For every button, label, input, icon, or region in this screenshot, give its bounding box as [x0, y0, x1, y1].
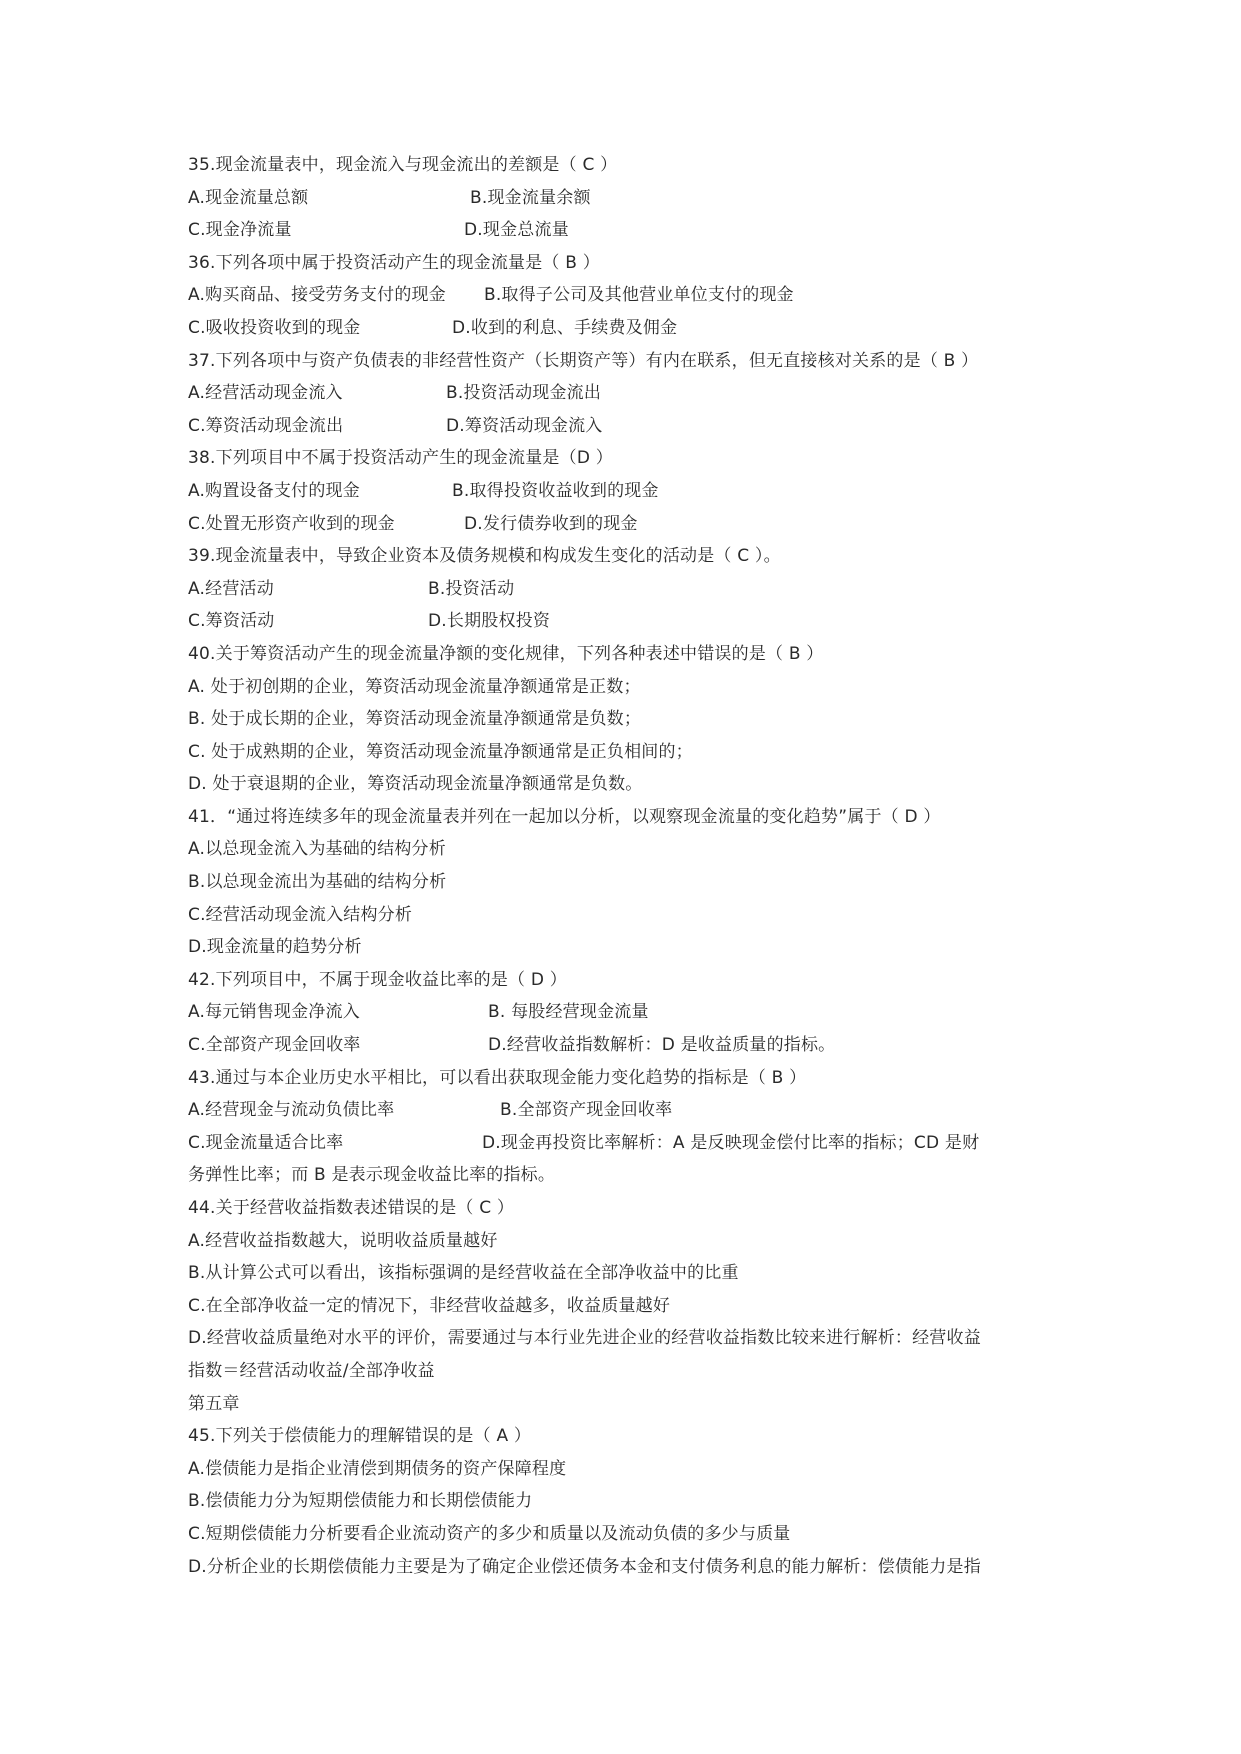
- option-row: [188, 182, 1058, 215]
- question-43: 43.通过与本企业历史水平相比，可以看出获取现金能力变化趋势的指标是（ B ）: [188, 1067, 807, 1088]
- option-a: A. 处于初创期的企业，筹资活动现金流量净额通常是正数；: [188, 676, 641, 697]
- question-42: 42.下列项目中，不属于现金收益比率的是（ D ）: [188, 969, 567, 990]
- option-row: [188, 573, 1058, 606]
- option-c: C.筹资活动现金流出: [188, 415, 344, 436]
- option-a: A.经营现金与流动负债比率: [188, 1100, 395, 1121]
- question-44: 44.关于经营收益指数表述错误的是（ C ）: [188, 1198, 515, 1218]
- option-row: [188, 1094, 1058, 1127]
- option-a: A.经营活动: [188, 578, 274, 599]
- option-c: C.全部资产现金回收率: [188, 1035, 361, 1056]
- option-d: D.筹资活动现金流入: [446, 415, 603, 436]
- option-a: A.现金流量总额: [188, 187, 309, 208]
- option-b: B.取得子公司及其他营业单位支付的现金: [484, 285, 794, 306]
- option-c: C.经营活动现金流入结构分析: [188, 904, 413, 925]
- option-row: [188, 214, 1058, 247]
- option-d: D.长期股权投资: [428, 611, 551, 632]
- option-c: C.处置无形资产收到的现金: [188, 513, 395, 534]
- option-c: C.短期偿债能力分析要看企业流动资产的多少和质量以及流动负债的多少与质量: [188, 1523, 791, 1544]
- option-d: D.现金流量的趋势分析: [188, 937, 362, 958]
- option-a: A.偿债能力是指企业清偿到期债务的资产保障程度: [188, 1458, 567, 1479]
- question-40: 40.关于筹资活动产生的现金流量净额的变化规律，下列各种表述中错误的是（ B ）: [188, 643, 824, 664]
- option-b: B.现金流量余额: [470, 187, 591, 208]
- option-c: C.现金流量适合比率: [188, 1132, 344, 1153]
- explanation-continued: 务弹性比率；而 B 是表示现金收益比率的指标。: [188, 1165, 556, 1186]
- question-39: 39.现金流量表中，导致企业资本及债务规模和构成发生变化的活动是（ C ）。: [188, 546, 781, 567]
- option-d-with-explanation: D.现金再投资比率解析：A 是反映现金偿付比率的指标；CD 是财: [482, 1132, 980, 1153]
- option-b: B.偿债能力分为短期偿债能力和长期偿债能力: [188, 1491, 533, 1512]
- option-row: [188, 605, 1058, 638]
- option-a: A.每元销售现金净流入: [188, 1002, 360, 1023]
- option-b: B. 每股经营现金流量: [488, 1002, 649, 1023]
- chapter-heading: 第五章: [188, 1393, 240, 1414]
- option-row: [188, 508, 1058, 541]
- option-row: [188, 279, 1058, 312]
- option-a: A.购买商品、接受劳务支付的现金: [188, 285, 446, 306]
- option-d: D. 处于衰退期的企业，筹资活动现金流量净额通常是负数。: [188, 774, 643, 795]
- option-row: [188, 312, 1058, 345]
- option-c: C.筹资活动: [188, 611, 275, 632]
- question-37: 37.下列各项中与资产负债表的非经营性资产（长期资产等）有内在联系，但无直接核对关系的是（ B ）: [188, 350, 979, 371]
- option-d: D.收到的利息、手续费及佣金: [452, 317, 678, 338]
- option-b: B.投资活动现金流出: [446, 383, 602, 404]
- option-row: [188, 1029, 1058, 1062]
- option-a: A.经营活动现金流入: [188, 383, 343, 404]
- option-d-with-explanation: D.分析企业的长期偿债能力主要是为了确定企业偿还债务本金和支付债务利息的能力解析：偿债能力是指: [188, 1556, 981, 1577]
- option-d: D.现金总流量: [464, 220, 569, 241]
- option-b: B.全部资产现金回收率: [500, 1100, 673, 1121]
- option-c: C.吸收投资收到的现金: [188, 317, 361, 338]
- option-b: B. 处于成长期的企业，筹资活动现金流量净额通常是负数；: [188, 709, 642, 730]
- option-b: B.以总现金流出为基础的结构分析: [188, 872, 447, 893]
- option-d: D.发行债券收到的现金: [464, 513, 638, 534]
- option-row: [188, 1127, 1058, 1160]
- option-a: A.购置设备支付的现金: [188, 480, 360, 501]
- option-b: B.从计算公式可以看出，该指标强调的是经营收益在全部净收益中的比重: [188, 1263, 739, 1284]
- option-a: A.经营收益指数越大，说明收益质量越好: [188, 1230, 498, 1251]
- option-b: B.投资活动: [428, 578, 515, 599]
- option-row: [188, 996, 1058, 1029]
- option-row: [188, 377, 1058, 410]
- question-41: 41．“通过将连续多年的现金流量表并列在一起加以分析，以观察现金流量的变化趋势”属于（ D ）: [188, 806, 941, 827]
- option-row: [188, 475, 1058, 508]
- option-c: C.现金净流量: [188, 220, 292, 241]
- question-36: 36.下列各项中属于投资活动产生的现金流量是（ B ）: [188, 252, 600, 273]
- question-38: 38.下列项目中不属于投资活动产生的现金流量是（D ）: [188, 448, 613, 469]
- option-c: C.在全部净收益一定的情况下，非经营收益越多，收益质量越好: [188, 1295, 671, 1316]
- option-d-with-explanation: D.经营收益质量绝对水平的评价，需要通过与本行业先进企业的经营收益指数比较来进行解析：经营收益: [188, 1328, 981, 1349]
- question-35: 35.现金流量表中，现金流入与现金流出的差额是（ C ）: [188, 155, 618, 175]
- option-a: A.以总现金流入为基础的结构分析: [188, 839, 446, 860]
- question-45: 45.下列关于偿债能力的理解错误的是（ A ）: [188, 1426, 532, 1447]
- option-b: B.取得投资收益收到的现金: [452, 480, 659, 501]
- option-d-with-explanation: D.经营收益指数解析：D 是收益质量的指标。: [488, 1035, 836, 1056]
- explanation-continued: 指数＝经营活动收益/全部净收益: [188, 1360, 435, 1381]
- option-c: C. 处于成熟期的企业，筹资活动现金流量净额通常是正负相间的；: [188, 741, 693, 762]
- option-row: [188, 410, 1058, 443]
- document-body: [188, 149, 1058, 1583]
